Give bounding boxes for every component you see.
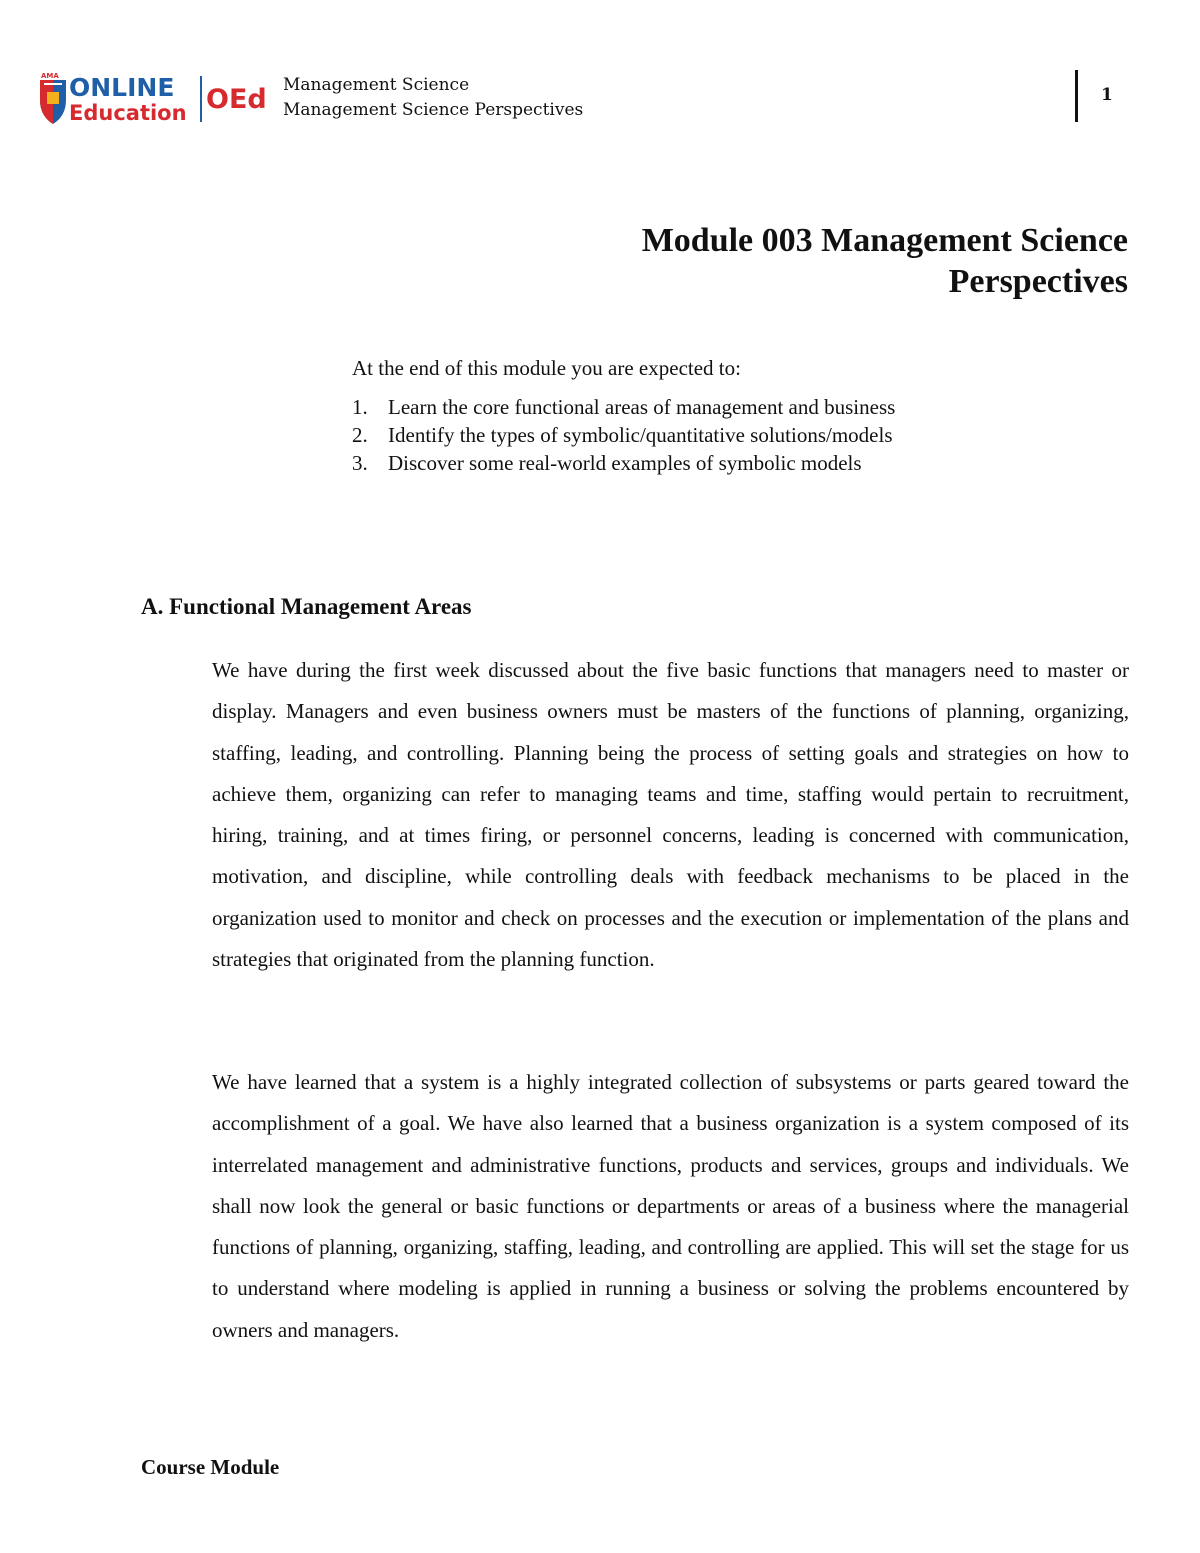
module-title-line-1: Module 003 Management Science (641, 222, 1128, 259)
section-heading: A. Functional Management Areas (141, 594, 472, 620)
objectives-list (352, 393, 1112, 477)
brand-bottom-text: Education (69, 101, 187, 125)
course-title: Management Science (283, 75, 470, 95)
objective-text: Identify the types of symbolic/quantitative solutions/models (388, 423, 893, 447)
online-education-logo (38, 70, 270, 126)
module-title-line-2: Perspectives (948, 263, 1128, 300)
objective-item (352, 421, 1112, 449)
module-title (488, 220, 1128, 302)
objective-text: Learn the core functional areas of management and business (388, 395, 896, 419)
shield-icon (40, 80, 66, 124)
page-number: 1 (1101, 85, 1113, 105)
header-titles (283, 73, 583, 123)
objective-item (352, 393, 1112, 421)
body-paragraph: We have learned that a system is a highly integrated collection of subsystems or parts geared toward the accomplishment of a goal. We have also learned that a business organization is a system composed of its interrelated management and administrative functions, products and services, groups and individuals. We shall now look the general or basic functions or departments or areas of a business where the managerial functions of planning, organizing, staffing, leading, and controlling are applied. This will set the stage for us to understand where modeling is applied in running a business or solving the problems encountered by owners and managers. (212, 1070, 1129, 1342)
objective-text: Discover some real-world examples of symbolic models (388, 451, 862, 475)
brand-abbr-text: OEd (206, 84, 267, 115)
badge-text: AMA (41, 72, 59, 80)
objective-item (352, 449, 1112, 477)
module-subtitle: Management Science Perspectives (283, 100, 584, 120)
objectives-intro: At the end of this module you are expected to: (352, 356, 741, 380)
header-divider (1075, 70, 1078, 122)
learning-objectives (352, 354, 1112, 477)
brand-top-text: ONLINE (69, 73, 175, 102)
footer-label: Course Module (141, 1455, 280, 1479)
logo-divider (200, 76, 202, 122)
objective-number: 2. (352, 423, 368, 447)
objective-number: 1. (352, 395, 368, 419)
body-paragraph: We have during the first week discussed about the five basic functions that managers need to master or display. Managers and even business owners must be masters of the functions of planning, organizing, staffing, leading, and controlling. Planning being the process of setting goals and strategies on how to achieve them, organizing can refer to managing teams and time, staffing would pertain to recruitment, hiring, training, and at times firing, or personnel concerns, leading is concerned with communication, motivation, and discipline, while controlling deals with feedback mechanisms to be placed in the organization used to monitor and check on processes and the execution or implementation of the plans and strategies that originated from the planning function. (212, 658, 1129, 972)
objective-number: 3. (352, 451, 368, 475)
